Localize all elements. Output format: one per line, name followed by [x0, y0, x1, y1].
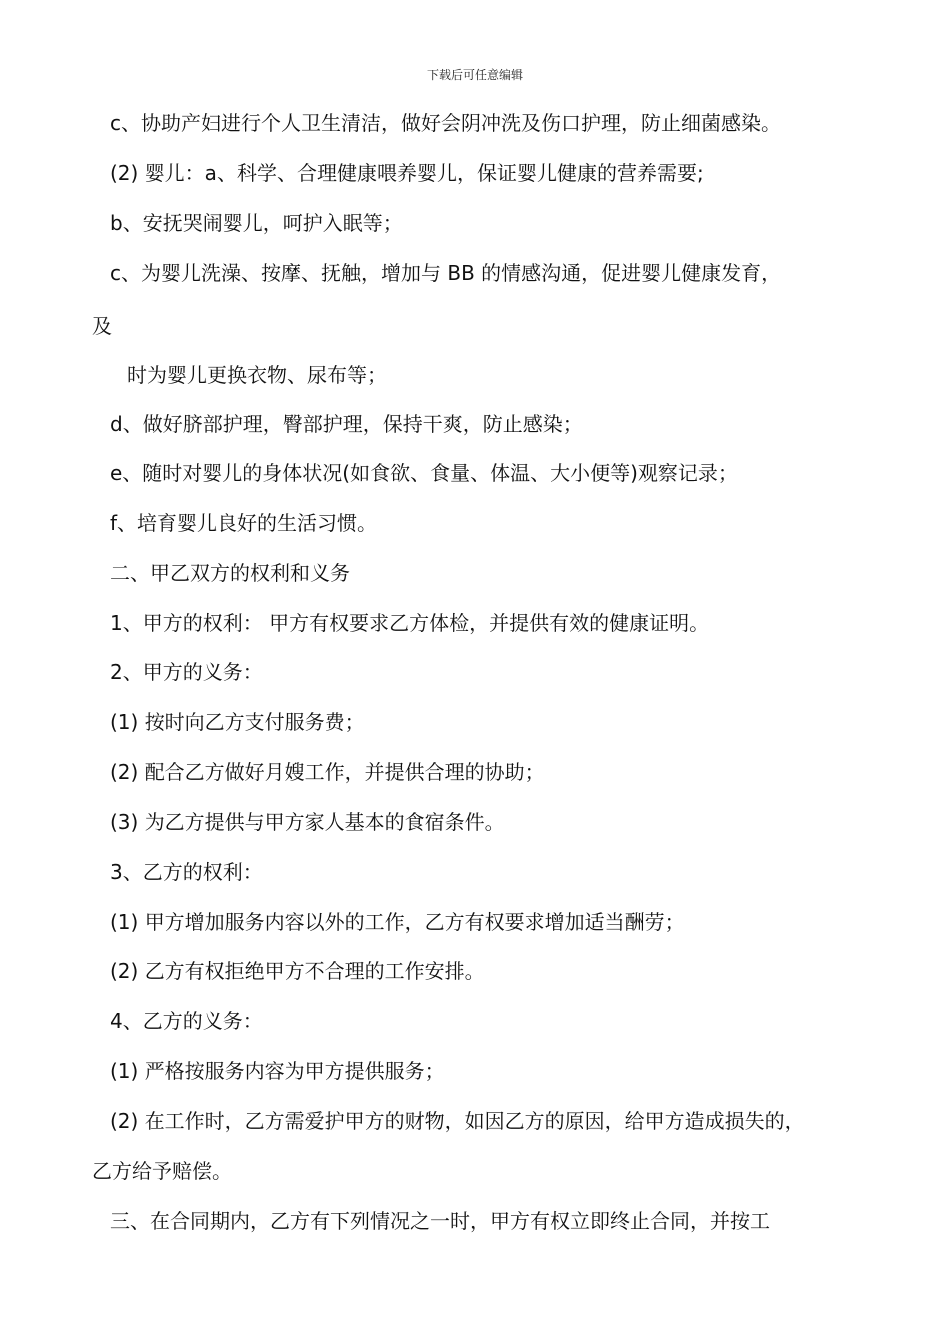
- paragraph-line: c、为婴儿洗澡、按摩、抚触，增加与 BB 的情感沟通，促进婴儿健康发育，: [110, 261, 782, 285]
- paragraph-line: 1、甲方的权利： 甲方有权要求乙方体检，并提供有效的健康证明。: [110, 611, 710, 635]
- paragraph-line: (2) 在工作时，乙方需爱护甲方的财物，如因乙方的原因，给甲方造成损失的，: [110, 1109, 805, 1133]
- paragraph-line: 2、甲方的义务：: [110, 660, 263, 684]
- paragraph-line: (1) 甲方增加服务内容以外的工作，乙方有权要求增加适当酬劳；: [110, 910, 685, 934]
- paragraph-line: b、安抚哭闹婴儿，呵护入眠等；: [110, 211, 403, 235]
- section-heading: 二、甲乙双方的权利和义务: [110, 561, 350, 585]
- paragraph-line: e、随时对婴儿的身体状况(如食欲、食量、体温、大小便等)观察记录；: [110, 461, 738, 485]
- paragraph-line: (1) 按时向乙方支付服务费；: [110, 710, 365, 734]
- paragraph-line: 3、乙方的权利：: [110, 860, 263, 884]
- paragraph-line: (2) 婴儿：a、科学、合理健康喂养婴儿，保证婴儿健康的营养需要;: [110, 161, 704, 185]
- paragraph-line: 4、乙方的义务：: [110, 1009, 263, 1033]
- paragraph-line: (2) 乙方有权拒绝甲方不合理的工作安排。: [110, 959, 485, 983]
- paragraph-line: c、协助产妇进行个人卫生清洁，做好会阴冲洗及伤口护理，防止细菌感染。: [110, 111, 781, 135]
- page-header: 下载后可任意编辑: [426, 68, 523, 82]
- paragraph-line: f、培育婴儿良好的生活习惯。: [110, 511, 378, 535]
- paragraph-line: (3) 为乙方提供与甲方家人基本的食宿条件。: [110, 810, 505, 834]
- paragraph-line: 乙方给予赔偿。: [92, 1159, 232, 1183]
- paragraph-line: (2) 配合乙方做好月嫂工作，并提供合理的协助；: [110, 760, 545, 784]
- paragraph-line: d、做好脐部护理，臀部护理，保持干爽，防止感染；: [110, 412, 583, 436]
- paragraph-line: 时为婴儿更换衣物、尿布等；: [127, 363, 387, 387]
- paragraph-line: 及: [92, 314, 112, 338]
- section-heading: 三、在合同期内，乙方有下列情况之一时，甲方有权立即终止合同，并按工: [110, 1209, 770, 1233]
- paragraph-line: (1) 严格按服务内容为甲方提供服务；: [110, 1059, 445, 1083]
